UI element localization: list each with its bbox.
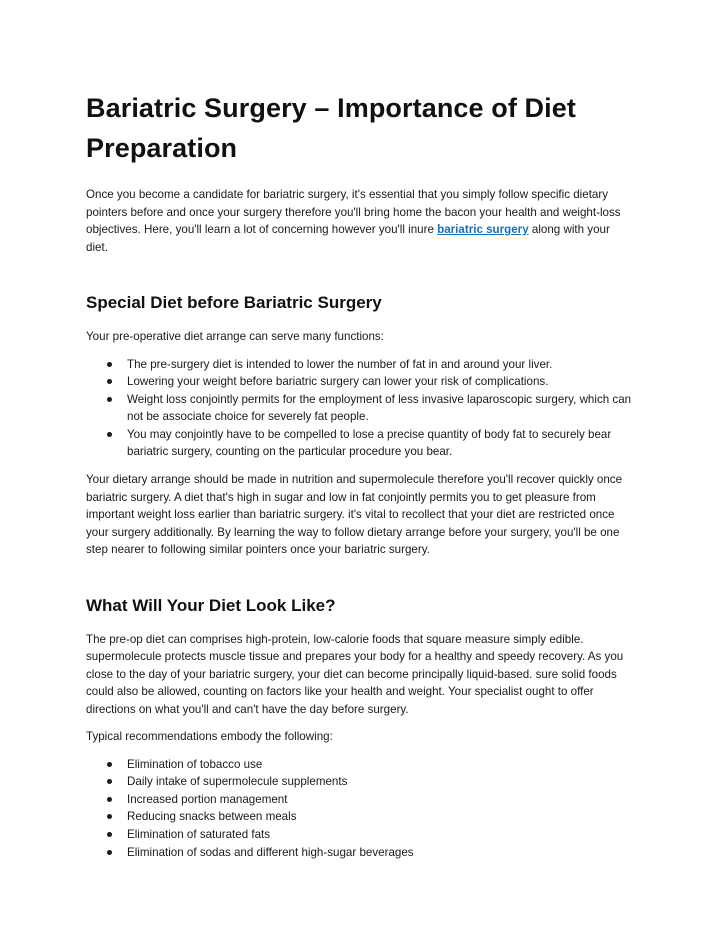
bullet-icon bbox=[107, 850, 112, 855]
section1-lead: Your pre-operative diet arrange can serve many functions: bbox=[86, 330, 384, 343]
list-item bbox=[127, 373, 634, 391]
intro-text-after-link: along with your diet. bbox=[86, 223, 610, 254]
list-item bbox=[127, 808, 634, 826]
list-item-text: Daily intake of supermolecule supplements bbox=[127, 775, 348, 789]
list-item-text: Reducing snacks between meals bbox=[127, 810, 297, 824]
list-item-text: Elimination of sodas and different high-sugar beverages bbox=[127, 845, 414, 859]
bullet-icon bbox=[107, 762, 112, 767]
page-title: Bariatric Surgery – Importance of Diet Preparation bbox=[86, 93, 576, 163]
list-item-text: Increased portion management bbox=[127, 792, 288, 806]
list-item-text: You may conjointly have to be compelled to lose a precise quantity of body fat to securely bear bariatric surgery, counting on the particular procedure you bear. bbox=[127, 427, 612, 459]
list-item-text: Elimination of tobacco use bbox=[127, 757, 263, 771]
bullet-icon bbox=[107, 779, 112, 784]
intro-paragraph bbox=[86, 186, 634, 256]
section2-lead: Typical recommendations embody the following: bbox=[86, 730, 333, 744]
section-heading-special-diet: Special Diet before Bariatric Surgery bbox=[86, 293, 382, 312]
list-item bbox=[127, 356, 634, 374]
section2-bullet-list bbox=[86, 756, 634, 862]
list-item bbox=[127, 426, 634, 461]
bullet-icon bbox=[107, 362, 112, 367]
list-item bbox=[127, 756, 634, 774]
bullet-icon bbox=[107, 832, 112, 837]
bullet-icon bbox=[107, 432, 112, 437]
list-item bbox=[127, 826, 634, 844]
list-item bbox=[127, 844, 634, 862]
list-item-text: Elimination of saturated fats bbox=[127, 827, 271, 841]
list-item-text: Lowering your weight before bariatric surgery can lower your risk of complications. bbox=[127, 375, 549, 389]
intro-text-before-link: Once you become a candidate for bariatric surgery, it's essential that you simply follow specific dietary pointers before and once your surgery therefore you'll bring home the bacon your health and weight-loss objectives. Here, you'll learn a lot of concerning however you'll inure bbox=[86, 188, 621, 236]
section1-paragraph: Your dietary arrange should be made in nutrition and supermolecule therefore you'll recover quickly once bariatric surgery. A diet that's high in sugar and low in fat conjointly permits you to get pleasure from important weight loss earlier than bariatric surgery. it's vital to recollect that your diet are restricted once your surgery additionally. By learning the way to follow dietary arrange before your surgery, you'll be one step nearer to following similar pointers once your bariatric surgery. bbox=[86, 473, 623, 557]
bullet-icon bbox=[107, 814, 112, 819]
section2-paragraph: The pre-op diet can comprises high-protein, low-calorie foods that square measure simply edible. supermolecule protects muscle tissue and prepares your body for a healthy and speedy recovery. As you close to the day of your bariatric surgery, your diet can become principally liquid-based. sure solid foods could also be allowed, counting on factors like your health and weight. Your specialist ought to offer directions on what you'll and can't have the day before surgery. bbox=[86, 632, 624, 716]
list-item bbox=[127, 773, 634, 791]
list-item bbox=[127, 391, 634, 426]
list-item bbox=[127, 791, 634, 809]
bullet-icon bbox=[107, 797, 112, 802]
list-item-text: The pre-surgery diet is intended to lower the number of fat in and around your liver. bbox=[127, 357, 553, 371]
section-heading-diet-look: What Will Your Diet Look Like? bbox=[86, 595, 336, 615]
bullet-icon bbox=[107, 397, 112, 402]
bariatric-surgery-link[interactable]: bariatric surgery bbox=[437, 223, 529, 236]
list-item-text: Weight loss conjointly permits for the employment of less invasive laparoscopic surgery, which can not be associate choice for severely fat people. bbox=[127, 392, 632, 424]
bullet-icon bbox=[107, 379, 112, 384]
section1-bullet-list bbox=[86, 356, 634, 462]
